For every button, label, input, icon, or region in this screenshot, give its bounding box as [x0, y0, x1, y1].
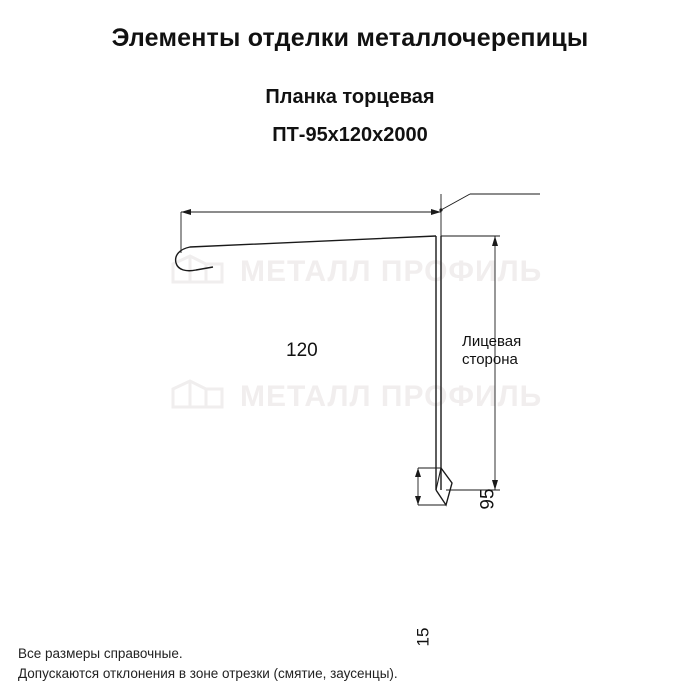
profile-bottom-hem [436, 468, 452, 505]
footer-note-2: Допускаются отклонения в зоне отрезки (смятие, заусенцы). [18, 666, 398, 681]
drawing-svg [0, 150, 700, 570]
arrow-top-15 [415, 468, 421, 477]
arrow-left-120 [181, 209, 191, 215]
face-side-label-line1: Лицевая [462, 333, 522, 350]
dimension-label-15: 15 [413, 627, 433, 647]
face-side-label-line2: сторона [462, 351, 518, 368]
leader-dot-face [439, 208, 442, 211]
arrow-bottom-15 [415, 496, 421, 505]
arrow-top-95 [492, 236, 498, 246]
watermark-text: МЕТАЛЛ ПРОФИЛЬ [240, 255, 543, 288]
profile-lip-return [176, 263, 213, 271]
page-title: Элементы отделки металлочерепицы [111, 24, 589, 52]
leader-line-face [441, 194, 470, 210]
dimension-label-120: 120 [286, 340, 318, 361]
footer-note-1: Все размеры справочные. [18, 646, 183, 661]
profile-hem-edge [436, 468, 441, 490]
product-code: ПТ-95х120х2000 [272, 124, 428, 146]
footer-notes [18, 644, 398, 684]
profile-top-edge [176, 236, 436, 263]
face-side-label [462, 333, 521, 369]
watermark-text: МЕТАЛЛ ПРОФИЛЬ [240, 380, 543, 413]
product-subtitle: Планка торцевая [265, 86, 435, 108]
technical-drawing [0, 150, 700, 647]
dimension-label-95: 95 [477, 488, 499, 510]
